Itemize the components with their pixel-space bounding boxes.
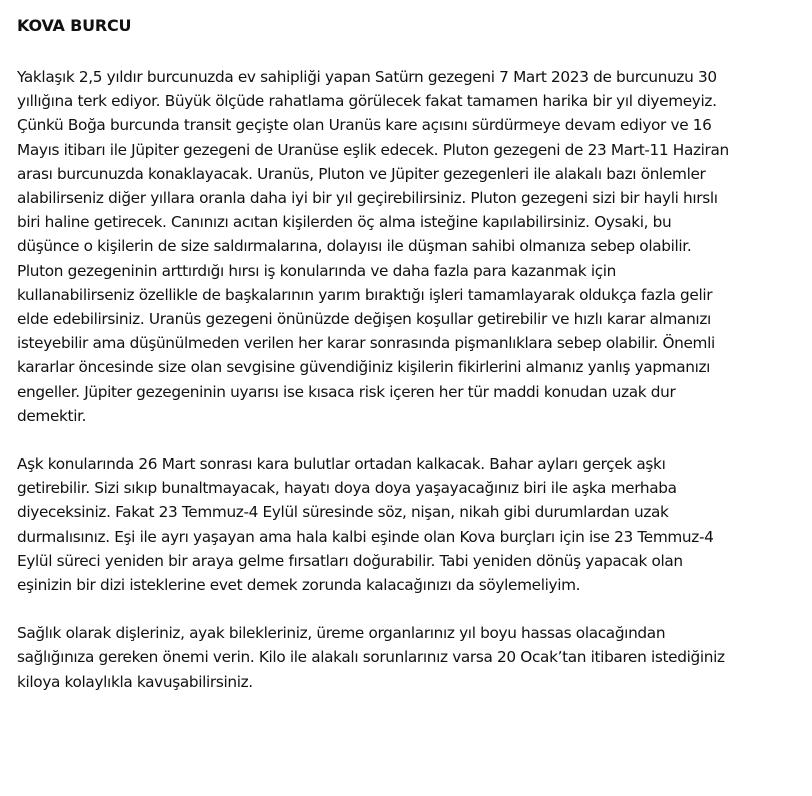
paragraph-general: Yaklaşık 2,5 yıldır burcunuzda ev sahipliği yapan Satürn gezegeni 7 Mart 2023 de burcunuzu 30 yıllığına terk ediyor. Büyük ölçüde rahatlama görülecek fakat tamamen harika bir yıl diyemeyiz. Çünkü Boğa burcunda transit geçişte olan Uranüs kare açısını sürdürmeye devam ediyor ve 16 Mayıs itibarı ile Jüpiter gezegeni de Uranüse eşlik edecek. Pluton gezegeni de 23 Mart-11 Haziran arası burcunuzda konaklayacak. Uranüs, Pluton ve Jüpiter gezegenleri ile alakalı bazı önlemler alabilirseniz diğer yıllara oranla daha iyi bir yıl geçirebilirsiniz. Pluton gezegeni sizi bir hayli hırslı biri haline getirecek. Canınızı acıtan kişilerden öç alma isteğine kapılabilirsiniz. Oysaki, bu düşünce o kişilerin de size saldırmalarına, dolayısı ile düşman sahibi olmanıza sebep olabilir. Pluton gezegeninin arttırdığı hırsı iş konularında ve daha fazla para kazanmak için kullanabilirseniz özellikle de başkalarının yarım bıraktığı işleri tamamlayarak oldukça fazla gelir elde edebilirsiniz. Uranüs gezegeni önünüzde değişen koşullar getirebilir ve hızlı karar almanızı isteyebilir ama düşünülmeden verilen her karar sonrasında pişmanlıklara sebep olabilir. Önemli kararlar öncesinde size olan sevgisine güvendiğiniz kişilerin fikirlerini almanız yanlış yapmanızı engeller. Jüpiter gezegeninin uyarısı ise kısaca risk içeren her tür maddi konudan uzak dur demektir.	[17, 68, 729, 425]
article-title: KOVA BURCU	[17, 16, 132, 35]
paragraph-health: Sağlık olarak dişleriniz, ayak bilekleriniz, üreme organlarınız yıl boyu hassas olacağından sağlığınıza gereken önemi verin. Kilo ile alakalı sorunlarınız varsa 20 Ocak’tan itibaren istediğiniz kiloya kolaylıkla kavuşabilirsiniz.	[17, 624, 725, 691]
paragraph-love: Aşk konularında 26 Mart sonrası kara bulutlar ortadan kalkacak. Bahar ayları gerçek aşkı getirebilir. Sizi sıkıp bunaltmayacak, hayatı doya doya yaşayacağınız biri ile aşka merhaba diyeceksiniz. Fakat 23 Temmuz-4 Eylül süresinde söz, nişan, nikah gibi durumlardan uzak durmalısınız. Eşi ile ayrı yaşayan ama hala kalbi eşinde olan Kova burçları için ise 23 Temmuz-4 Eylül süreci yeniden bir araya gelme fırsatları doğurabilir. Tabi yeniden dönüş yapacak olan eşinizin bir dizi isteklerine evet demek zorunda kalacağınızı da söylemeliyim.	[17, 455, 714, 595]
